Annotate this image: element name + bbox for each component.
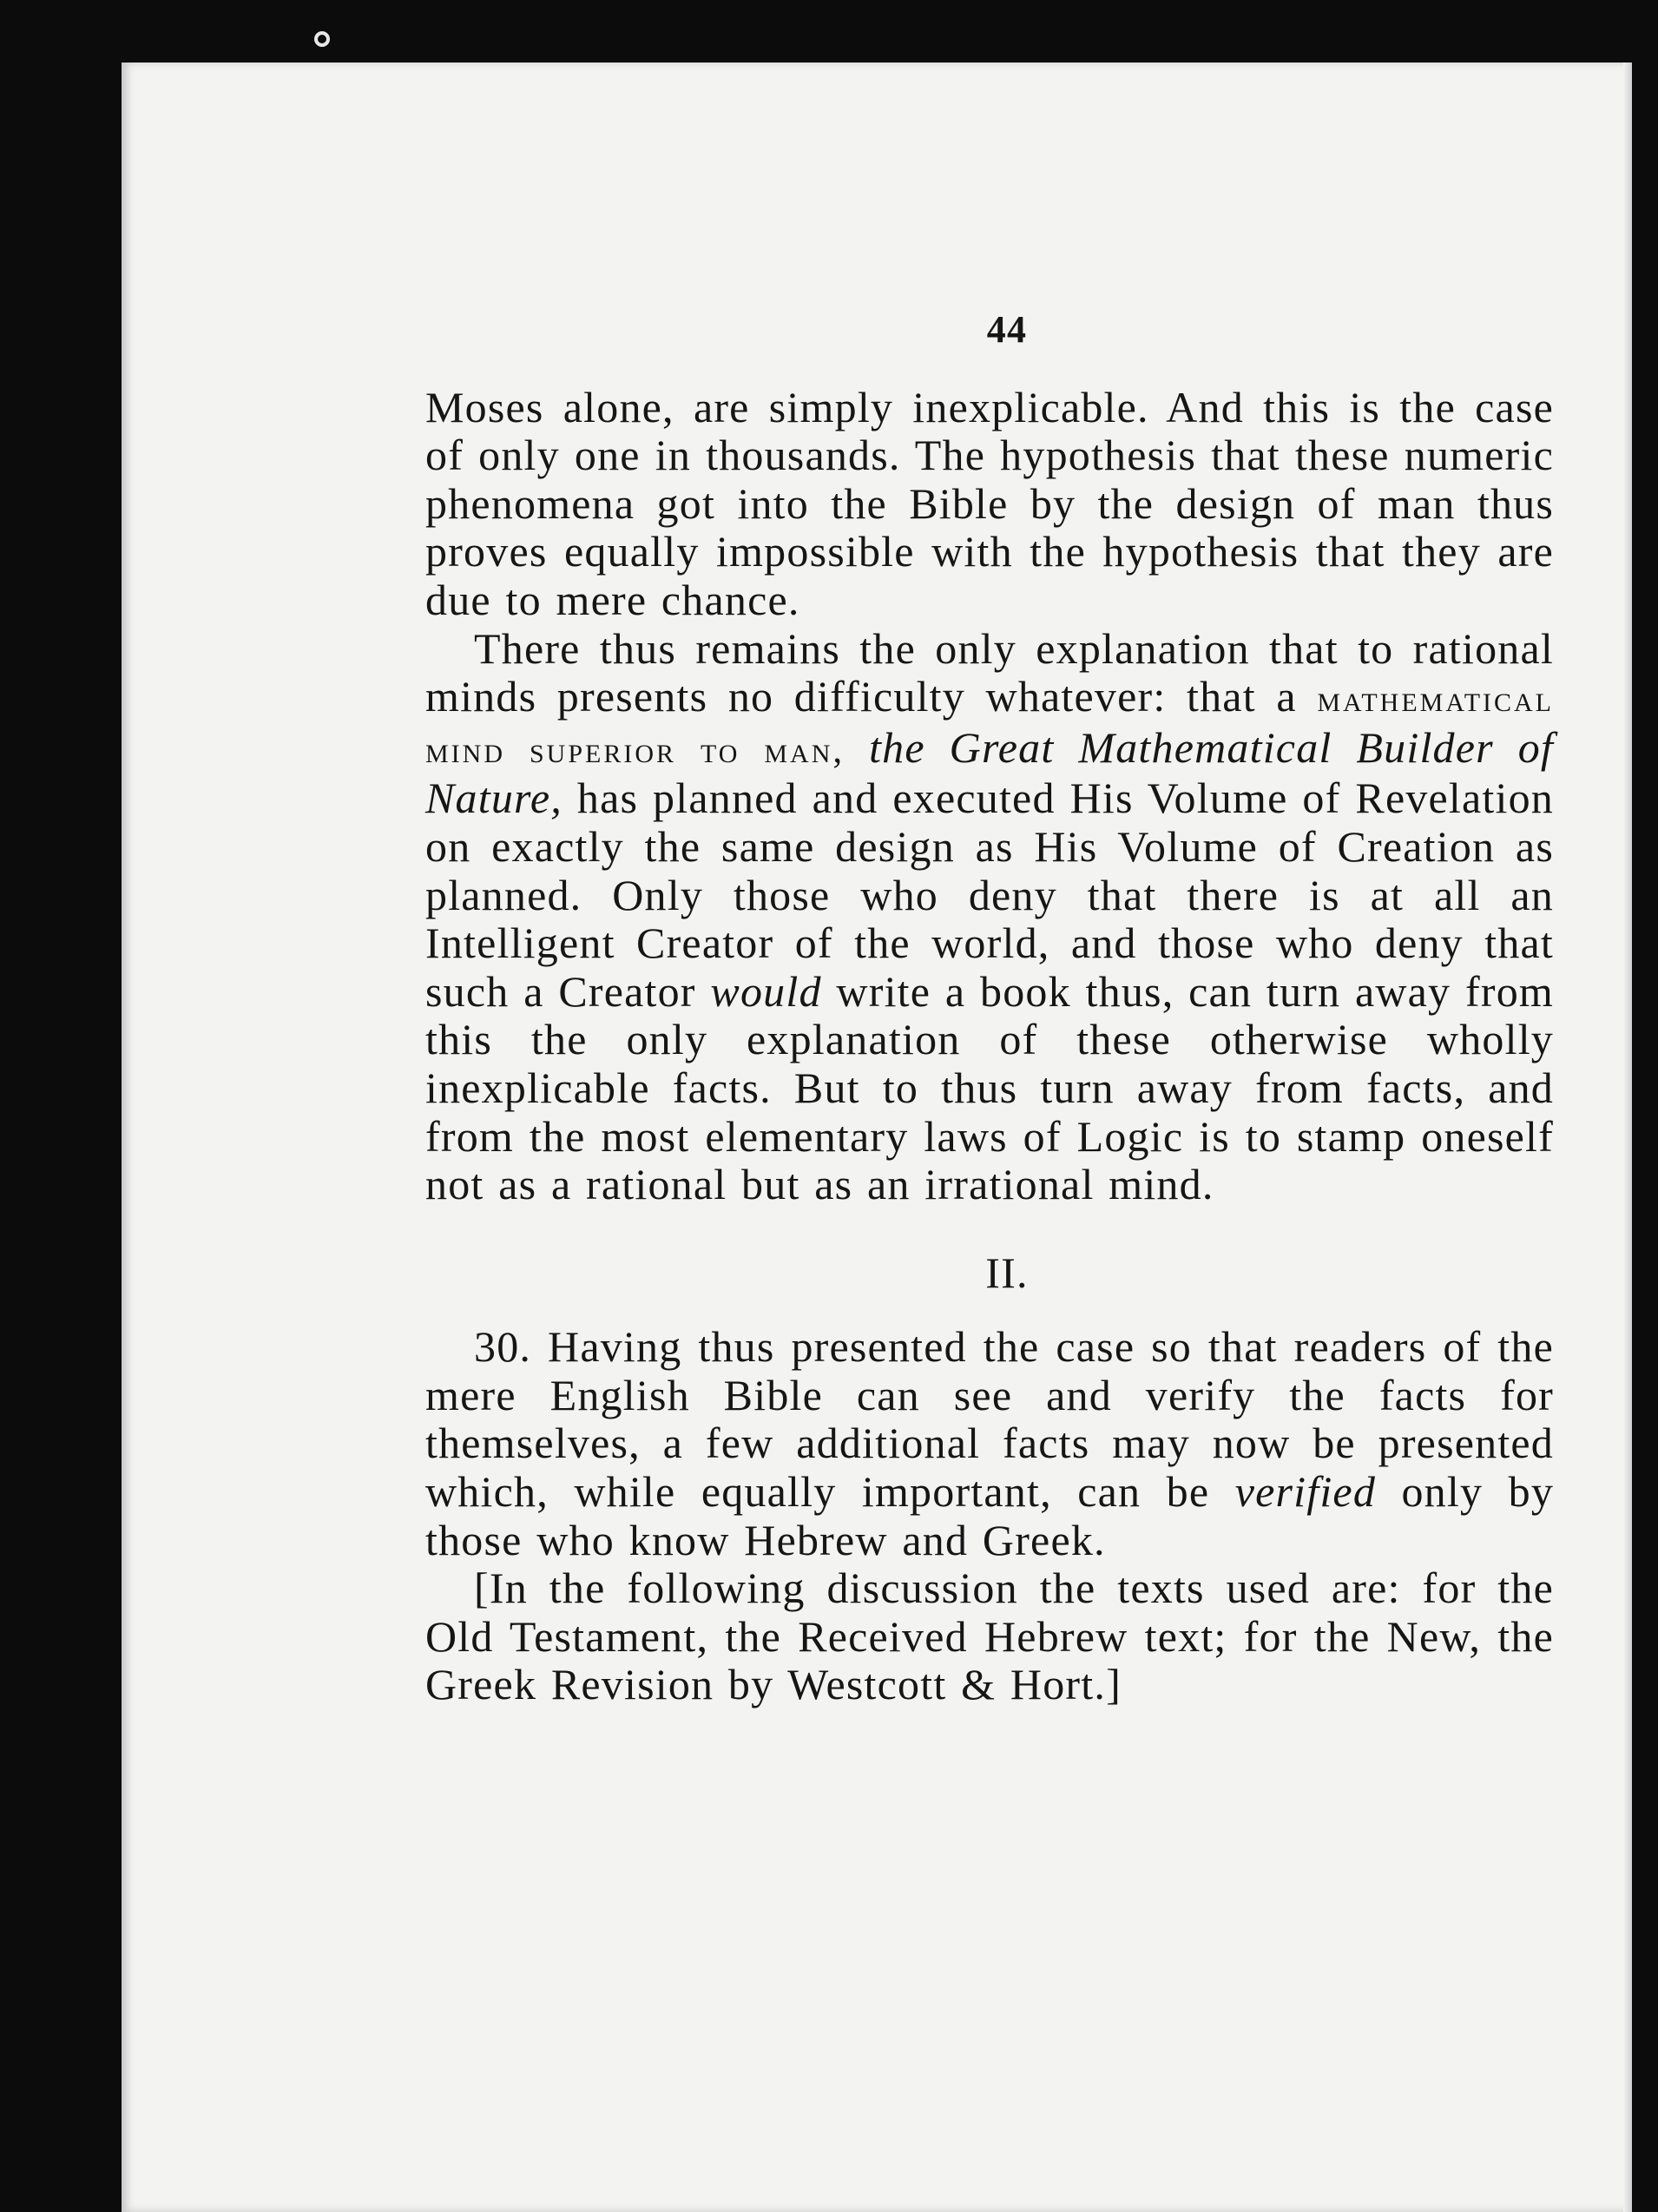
paragraph-1: Moses alone, are simply inexplicable. And this is the case of only one in thousands. The hypothesis that these numeric phenomena got into the Bible by the design of man thus proves equally impossible with the hypothesis that they are due to mere chance. — [425, 382, 1554, 624]
paragraph-2-smallcaps: mathematical mind superior to man, — [425, 679, 1555, 771]
paragraph-3 — [425, 1323, 1554, 1564]
paragraph-2-start: There thus remains the only explanation that to rational minds presents no difficulty whatever: that a — [425, 623, 1554, 721]
book-page — [122, 63, 1632, 2212]
paragraph-2 — [425, 625, 1554, 1209]
page-number: 44 — [986, 308, 1028, 351]
paragraph-3-start: 30. Having thus presented the case so that readers of the mere English Bible can see and verify the facts for themselves, a few additional facts may now be presented which, while equally important, can be — [425, 1322, 1554, 1517]
paragraph-2-middle: has planned and executed His Volume of Revelation on exactly the same design as His Volume of Creation as planned. Only those who deny that there is at all an Intelligent Creator of the world, and those who deny that such a Creator — [425, 774, 1554, 1016]
scan-corner-mark — [314, 31, 330, 47]
page-text-block — [425, 306, 1554, 1709]
paragraph-4: [In the following discussion the texts used are: for the Old Testament, the Received Hebrew text; for the New, the Greek Revision by Westcott & Hort.] — [425, 1564, 1554, 1709]
paragraph-3-end: only by those who know Hebrew and Greek. — [425, 1467, 1555, 1564]
paragraph-2-italic-word: would — [710, 966, 822, 1016]
section-heading: II. — [985, 1248, 1029, 1297]
page-edge-shadow — [1623, 63, 1632, 2212]
paragraph-3-italic-word: verified — [1234, 1467, 1377, 1517]
paragraph-2-italic-phrase: the Great Mathematical Builder of Nature, — [425, 722, 1554, 823]
paragraph-2-end: write a book thus, can turn away from this the only explanation of these otherwise wholly inexplicable facts. But to thus turn away from facts, and from the most elementary laws of Logic is to stamp oneself not as a rational but as an irrational mind. — [425, 966, 1554, 1209]
